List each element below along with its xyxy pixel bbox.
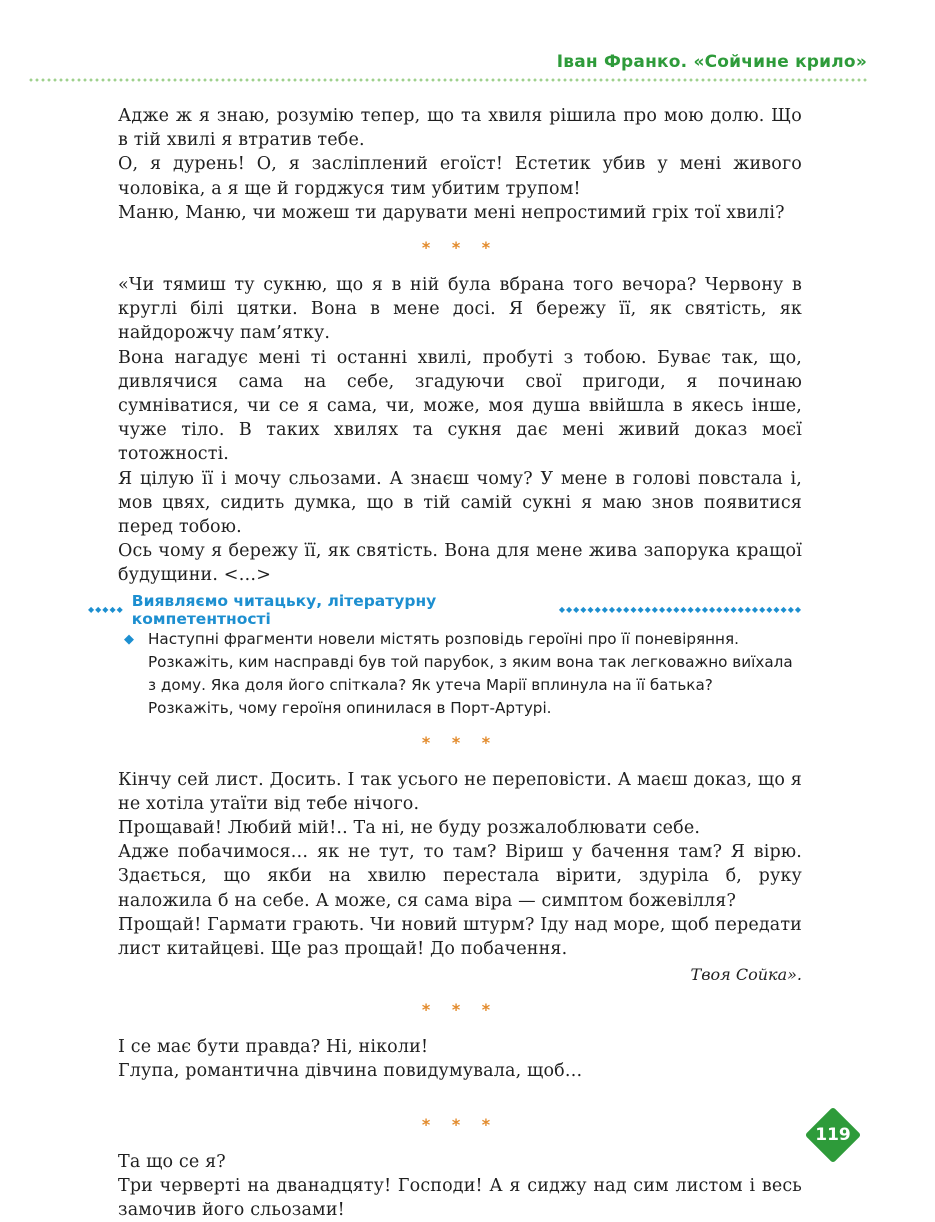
paragraph: Прощавай! Любий мій!.. Та ні, не буду розжалоблювати себе. [118,818,701,839]
page-number: 119 [815,1125,851,1145]
letter-signature: Твоя Сойка». [690,965,802,985]
task-heading-text: Виявляємо читацьку, літературну компетентності [131,591,437,628]
diamond-bullet-icon: ◆ [124,631,134,647]
page-number-badge [805,1107,861,1163]
page-content [88,104,802,1222]
task-block [88,591,802,720]
paragraph: О, я дурень! О, я засліплений егоїст! Естетик убив у мені живого чоловіка, а я ще й горджуся тим убитим трупом! [118,154,802,199]
section-separator: * * * [421,732,499,752]
task-item [118,628,802,720]
paragraph: І се має бути правда? Ні, ніколи! [118,1037,429,1058]
paragraph: Глупа, романтична дівчина повидумувала, щоб… [118,1061,583,1082]
paragraph: Я цілую її і мочу сльозами. А знаєш чому? У мене в голові повстала і, мов цвях, сидить думка, що в тій самій сукні я маю знов появитися перед тобою. [118,468,802,538]
paragraph: Адже ж я знаю, розумію тепер, що та хвиля рішила про мою долю. Що в тій хвилі я втратив тебе. [118,106,802,151]
paragraph: Прощай! Гармати грають. Чи новий штурм? Іду над море, щоб передати лист китайцеві. Ще раз прощай! До побачення. [118,914,802,960]
task-heading [88,591,802,628]
section-separator: * * * [421,238,499,258]
paragraph: «Чи тямиш ту сукню, що я в ній була вбрана того вечора? Червону в круглі білі цятки. Вона в мене досі. Я бережу її, як святість, як найдорожчу пам’ятку. [118,275,802,344]
paragraph: Ось чому я бережу її, як святість. Вона для мене жива запорука кращої будущини. <…> [118,541,802,586]
diamond-row-icon: ◆◆◆◆◆ [88,605,124,615]
task-item-text: Наступні фрагменти новели містять розповідь героїні про її поневіряння. Розкажіть, ким насправді був той парубок, з яким вона так легковажно виїхала з дому. Яка доля його спіткала? Як утеча Марії вплинула на її батька? Розкажіть, чому героїня опинилася в Порт-Артурі. [148,629,793,717]
paragraph: Маню, Маню, чи можеш ти дарувати мені непростимий гріх тої хвилі? [118,202,785,223]
paragraph: Адже побачимося… як не тут, то там? Віриш у бачення там? Я вірю. Здається, що якби на хвилю перестала вірити, здуріла б, руку наложила б на себе. А може, ся сама віра — симптом божевілля? [118,842,802,911]
diamond-row-icon: ◆◆◆◆◆◆◆◆◆◆◆◆◆◆◆◆◆◆◆◆◆◆◆◆◆◆◆◆◆◆◆◆◆◆ [558,605,802,615]
running-header-title: Іван Франко. «Сойчине крило» [556,52,867,72]
paragraph: Кінчу сей лист. Досить. І так усього не переповісти. А маєш доказ, що я не хотіла утаїти від тебе нічого. [118,769,802,814]
paragraph: Вона нагадує мені ті останні хвилі, пробуті з тобою. Буває так, що, дивлячися сама на себе, згадуючи свої пригоди, я починаю сумніватися, чи се я сама, чи, може, моя душа ввійшла в якесь інше, чуже тіло. В таких хвилях та сукня дає мені живий доказ моєї тотожності. [118,347,802,465]
paragraph: Три черверті на дванадцяту! Господи! А я сиджу над сим листом і весь замочив його сльозами! [118,1175,802,1221]
section-separator: * * * [421,1000,499,1020]
section-separator: * * * [421,1114,499,1134]
paragraph: Та що се я? [118,1151,226,1172]
header-dotted-rule [28,78,867,82]
